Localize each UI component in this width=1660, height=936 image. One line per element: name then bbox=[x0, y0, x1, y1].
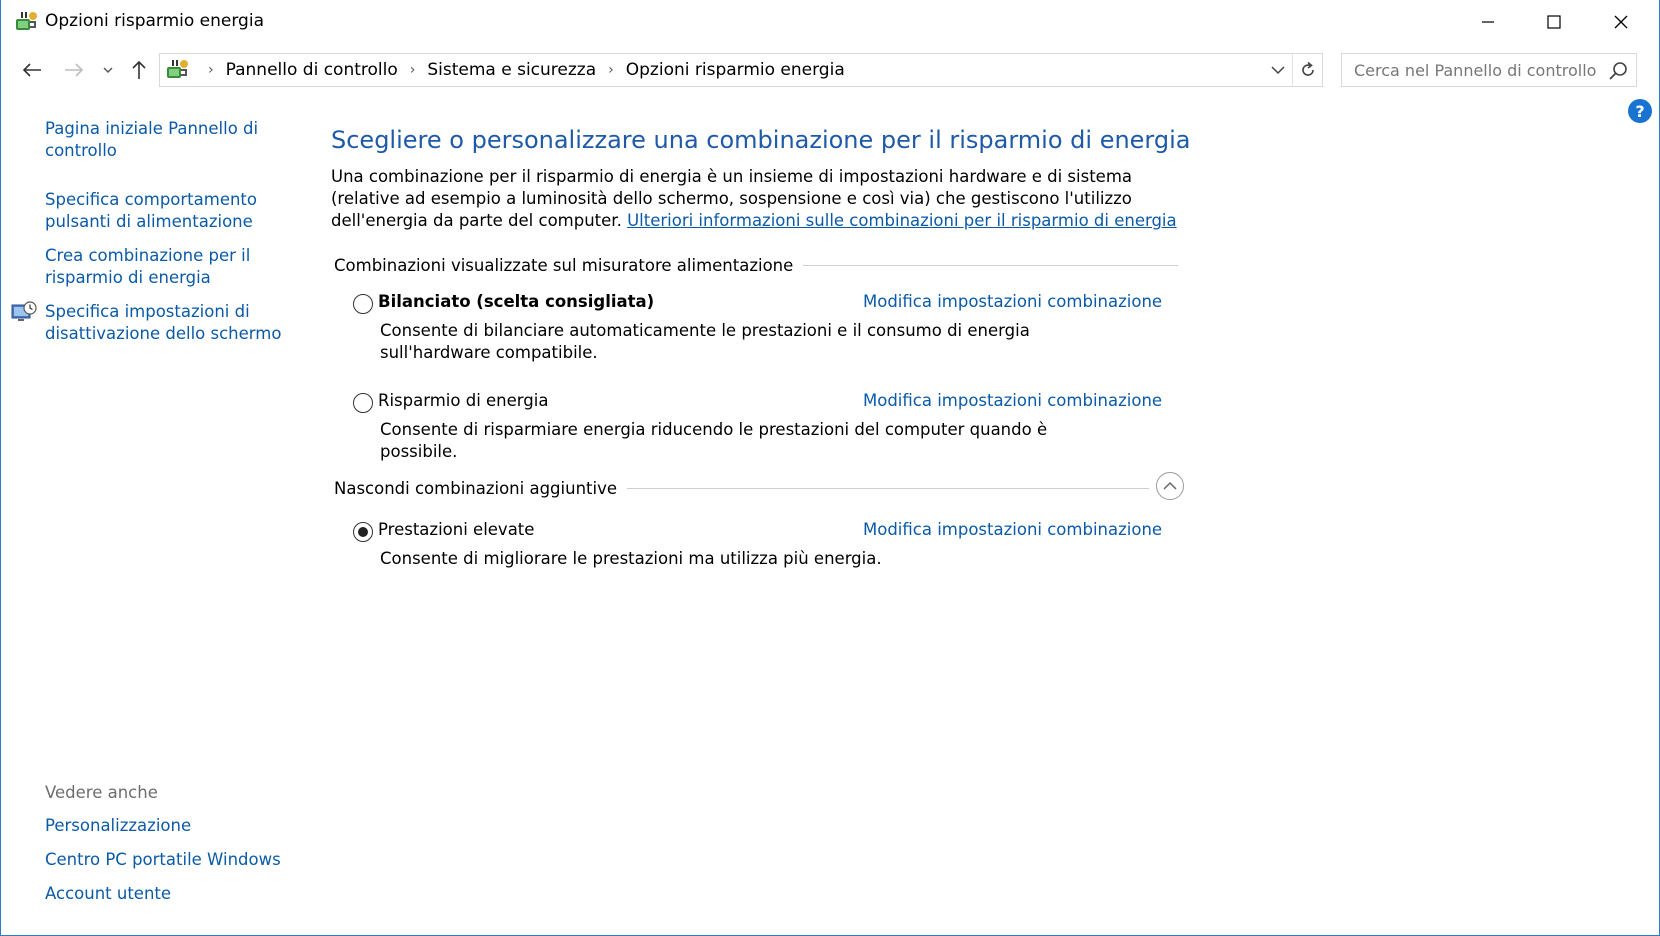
group-header-additional-plans[interactable] bbox=[334, 476, 1149, 500]
refresh-button[interactable] bbox=[1292, 54, 1322, 86]
monitor-clock-icon bbox=[11, 301, 37, 325]
breadcrumb-separator-icon[interactable]: › bbox=[208, 62, 214, 78]
breadcrumb-separator-icon[interactable]: › bbox=[409, 62, 416, 78]
search-box[interactable] bbox=[1341, 53, 1637, 87]
chevron-down-icon bbox=[1271, 65, 1285, 75]
arrow-up-icon bbox=[131, 60, 147, 80]
search-icon[interactable] bbox=[1608, 60, 1630, 82]
minimize-button[interactable] bbox=[1455, 0, 1521, 44]
see-also-link-mobility-center[interactable]: Centro PC portatile Windows bbox=[45, 850, 281, 869]
learn-more-link[interactable]: Ulteriori informazioni sulle combinazioni per il risparmio di energia bbox=[627, 211, 1177, 230]
page-title: Scegliere o personalizzare una combinazione per il risparmio di energia bbox=[331, 126, 1191, 154]
plan-power-saver-description: Consente di risparmiare energia riducendo le prestazioni del computer quando è possibile. bbox=[380, 420, 1048, 461]
plan-balanced-name[interactable]: Bilanciato (scelta consigliata) bbox=[378, 292, 655, 311]
sidebar-link-create-plan[interactable]: Crea combinazione per il risparmio di energia bbox=[45, 246, 251, 287]
breadcrumb-system-security[interactable]: Sistema e sicurezza bbox=[427, 60, 597, 80]
maximize-button[interactable] bbox=[1521, 0, 1587, 44]
breadcrumb-power-options[interactable]: Opzioni risparmio energia bbox=[625, 60, 845, 80]
navigation-bar bbox=[1, 50, 1659, 90]
group-divider bbox=[803, 265, 1178, 266]
arrow-left-icon bbox=[22, 62, 42, 78]
back-button[interactable] bbox=[17, 56, 47, 84]
plan-high-performance-radio[interactable] bbox=[353, 522, 373, 542]
see-also-link-personalization[interactable]: Personalizzazione bbox=[45, 816, 192, 835]
chevron-down-icon bbox=[103, 66, 113, 74]
plan-high-performance-name[interactable]: Prestazioni elevate bbox=[378, 520, 535, 539]
control-panel-icon bbox=[164, 58, 190, 84]
group-label[interactable]: Nascondi combinazioni aggiuntive bbox=[334, 478, 617, 498]
intro-description: Una combinazione per il risparmio di energia è un insieme di impostazioni hardware e di sistema (relative ad esempio a luminosità dello schermo, sospensione e così via) che gestiscono l'utilizzo dell'energia da parte del computer. bbox=[331, 167, 1132, 230]
plan-high-performance-edit-link[interactable]: Modifica impostazioni combinazione bbox=[863, 520, 1163, 539]
maximize-icon bbox=[1546, 14, 1562, 30]
address-dropdown-button[interactable] bbox=[1264, 54, 1292, 86]
chevron-up-icon bbox=[1163, 481, 1177, 491]
group-divider bbox=[627, 488, 1149, 489]
refresh-icon bbox=[1299, 61, 1317, 79]
minimize-icon bbox=[1480, 14, 1496, 30]
recent-locations-button[interactable] bbox=[99, 56, 117, 84]
intro-text bbox=[331, 166, 1181, 232]
group-label: Combinazioni visualizzate sul misuratore alimentazione bbox=[334, 255, 794, 275]
sidebar-link-display-off[interactable]: Specifica impostazioni di disattivazione dello schermo bbox=[45, 302, 282, 343]
collapse-button[interactable] bbox=[1156, 472, 1184, 500]
plan-balanced-description: Consente di bilanciare automaticamente le prestazioni e il consumo di energia sull'hardware compatibile. bbox=[380, 321, 1030, 362]
window-title: Opzioni risparmio energia bbox=[45, 11, 264, 31]
see-also-link-user-accounts[interactable]: Account utente bbox=[45, 884, 172, 903]
see-also-heading: Vedere anche bbox=[45, 783, 158, 802]
breadcrumb-control-panel[interactable]: Pannello di controllo bbox=[225, 60, 398, 80]
close-icon bbox=[1613, 14, 1629, 30]
plan-power-saver-radio[interactable] bbox=[353, 393, 373, 413]
up-button[interactable] bbox=[125, 56, 153, 84]
plan-power-saver-name[interactable]: Risparmio di energia bbox=[378, 391, 549, 410]
sidebar-link-power-buttons[interactable]: Specifica comportamento pulsanti di alimentazione bbox=[45, 190, 257, 231]
power-options-icon bbox=[13, 10, 39, 36]
search-input[interactable] bbox=[1342, 54, 1602, 86]
breadcrumb bbox=[196, 54, 845, 86]
breadcrumb-separator-icon[interactable]: › bbox=[608, 62, 614, 78]
help-icon[interactable]: ? bbox=[1628, 99, 1652, 123]
title-bar bbox=[1, 0, 1659, 44]
plan-power-saver-edit-link[interactable]: Modifica impostazioni combinazione bbox=[863, 391, 1163, 410]
close-button[interactable] bbox=[1588, 0, 1654, 44]
sidebar-link-control-panel-home[interactable]: Pagina iniziale Pannello di controllo bbox=[45, 119, 259, 160]
plan-balanced-edit-link[interactable]: Modifica impostazioni combinazione bbox=[863, 292, 1163, 311]
plan-high-performance-description: Consente di migliorare le prestazioni ma utilizza più energia. bbox=[380, 549, 882, 568]
plan-balanced-radio[interactable] bbox=[353, 294, 373, 314]
address-bar[interactable] bbox=[159, 53, 1323, 87]
arrow-right-icon bbox=[64, 62, 84, 78]
group-header-shown-plans bbox=[334, 253, 1178, 277]
forward-button[interactable] bbox=[59, 56, 89, 84]
